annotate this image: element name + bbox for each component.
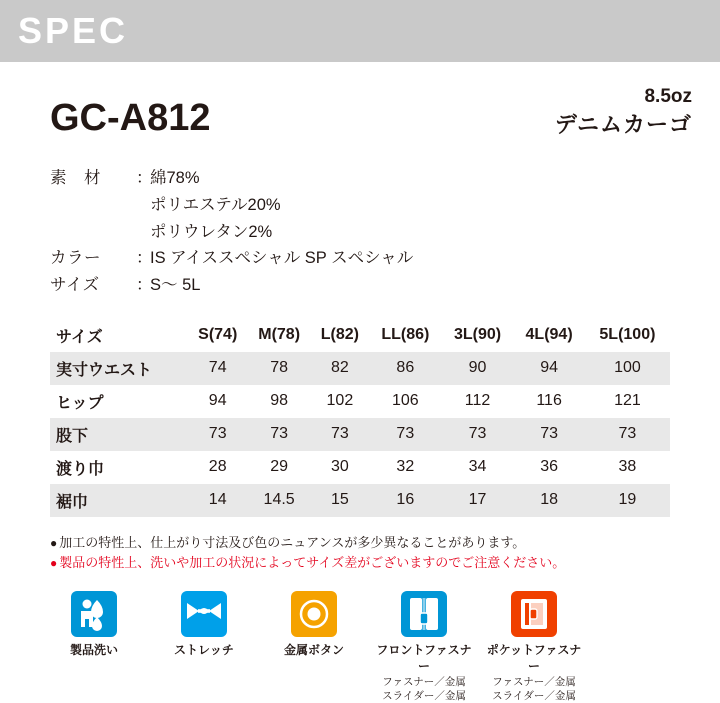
attribute-row-color bbox=[50, 245, 720, 272]
table-cell: 73 bbox=[208, 425, 227, 443]
pocket-fastener-icon bbox=[511, 591, 557, 637]
table-cell: 73 bbox=[330, 425, 349, 443]
attribute-colon-color: ： bbox=[136, 249, 153, 268]
table-cell: 100 bbox=[614, 359, 641, 377]
attribute-label-color: カラー bbox=[50, 249, 101, 268]
table-cell: 74 bbox=[208, 359, 227, 377]
feature-caption bbox=[486, 642, 582, 703]
table-header-cell: LL(86) bbox=[381, 326, 430, 344]
table-header-row bbox=[50, 319, 670, 352]
table-cell: 82 bbox=[330, 359, 349, 377]
note-size-variance-text: 製品の特性上、洗いや加工の状況によってサイズ差がございますのでご注意ください。 bbox=[59, 555, 566, 571]
table-header-cell: L(82) bbox=[320, 326, 359, 344]
table-cell: 29 bbox=[270, 458, 289, 476]
table-cell: 32 bbox=[396, 458, 415, 476]
table-header-cell: M(78) bbox=[258, 326, 301, 344]
table-header-cell: 3L(90) bbox=[453, 326, 502, 344]
feature-pocket-fastener bbox=[486, 591, 582, 703]
attribute-label-size: サイズ bbox=[50, 276, 100, 295]
table-cell: 121 bbox=[614, 392, 641, 410]
note-processing bbox=[50, 533, 720, 553]
attribute-row-material bbox=[50, 165, 720, 192]
table-cell: 102 bbox=[326, 392, 354, 410]
bullet-icon: ● bbox=[50, 535, 58, 550]
stretch-icon bbox=[181, 591, 227, 637]
spec-title: SPEC bbox=[18, 10, 129, 51]
attribute-list bbox=[0, 139, 720, 299]
feature-icon-row bbox=[46, 591, 720, 703]
table-cell: 19 bbox=[618, 491, 637, 509]
table-cell: 36 bbox=[540, 458, 558, 476]
table-cell: 94 bbox=[540, 359, 558, 377]
table-row bbox=[50, 385, 670, 418]
spec-header-bar bbox=[0, 0, 720, 62]
table-row bbox=[50, 352, 670, 385]
table-cell: 73 bbox=[468, 425, 487, 443]
attribute-colon-size: ： bbox=[136, 276, 153, 295]
table-header-cell: S(74) bbox=[198, 326, 238, 344]
table-cell: 18 bbox=[540, 491, 558, 509]
table-row bbox=[50, 451, 670, 484]
metal-button-icon bbox=[291, 591, 337, 637]
feature-product-wash bbox=[46, 591, 142, 703]
front-fastener-icon bbox=[401, 591, 447, 637]
table-cell: 30 bbox=[330, 458, 349, 476]
product-title-row bbox=[0, 62, 720, 139]
table-cell: 14 bbox=[208, 491, 227, 509]
feature-caption: 製品洗い bbox=[69, 643, 118, 658]
feature-caption bbox=[376, 642, 472, 703]
feature-caption-main: ポケットファスナー bbox=[486, 643, 582, 674]
feature-caption-sub2: スライダー／金属 bbox=[382, 689, 466, 702]
table-row bbox=[50, 484, 670, 517]
note-processing-text: 加工の特性上、仕上がり寸法及び色のニュアンスが多少異なることがあります。 bbox=[59, 534, 526, 550]
attribute-row-size bbox=[50, 272, 720, 299]
table-header-cell: 5L(100) bbox=[599, 326, 656, 344]
table-cell: 14.5 bbox=[263, 491, 295, 509]
table-cell: 94 bbox=[208, 392, 227, 410]
product-type-name: デニムカーゴ bbox=[554, 111, 692, 137]
table-cell: 28 bbox=[208, 458, 227, 476]
table-cell: 90 bbox=[468, 359, 487, 377]
feature-caption: 金属ボタン bbox=[283, 643, 344, 658]
table-cell: 73 bbox=[270, 425, 289, 443]
table-row bbox=[50, 418, 670, 451]
table-cell: 17 bbox=[468, 491, 487, 509]
feature-caption-sub1: ファスナー／金属 bbox=[382, 675, 466, 688]
feature-caption: ストレッチ bbox=[174, 643, 234, 658]
table-cell: 106 bbox=[391, 392, 419, 410]
fabric-weight: 8.5oz bbox=[644, 86, 692, 107]
table-row-label: 実寸ウエスト bbox=[56, 361, 153, 379]
table-cell: 73 bbox=[618, 425, 637, 443]
size-table bbox=[50, 319, 670, 517]
table-cell: 15 bbox=[330, 491, 349, 509]
note-size-variance bbox=[50, 553, 720, 573]
table-cell: 73 bbox=[540, 425, 558, 443]
feature-caption-sub1: ファスナー／金属 bbox=[492, 675, 576, 688]
notes-block bbox=[50, 533, 720, 573]
attribute-label-material: 素 材 bbox=[50, 169, 101, 188]
product-wash-icon bbox=[71, 591, 117, 637]
attribute-value-material-2: ポリエステル20% bbox=[150, 196, 281, 215]
table-cell: 86 bbox=[396, 359, 415, 377]
feature-caption-main: フロントファスナー bbox=[376, 643, 472, 674]
feature-front-fastener bbox=[376, 591, 472, 703]
table-cell: 73 bbox=[396, 425, 415, 443]
attribute-value-material: 綿78% bbox=[150, 169, 200, 188]
table-cell: 112 bbox=[464, 392, 491, 410]
table-row-label: 裾巾 bbox=[56, 493, 89, 511]
table-cell: 38 bbox=[618, 458, 637, 476]
attribute-value-size: S～ 5L bbox=[150, 276, 201, 295]
attribute-value-color: IS アイススペシャル SP スペシャル bbox=[150, 249, 414, 268]
table-row-label: 渡り巾 bbox=[56, 460, 105, 478]
table-cell: 98 bbox=[270, 392, 289, 410]
table-cell: 16 bbox=[396, 491, 415, 509]
table-header-cell: 4L(94) bbox=[525, 326, 573, 344]
table-header-cell: サイズ bbox=[56, 328, 103, 346]
bullet-icon: ● bbox=[50, 556, 58, 571]
table-row-label: 股下 bbox=[56, 427, 89, 445]
attribute-value-material-3: ポリウレタン2% bbox=[150, 222, 273, 241]
table-cell: 116 bbox=[536, 392, 562, 410]
feature-stretch bbox=[156, 591, 252, 703]
table-cell: 78 bbox=[270, 359, 289, 377]
table-cell: 34 bbox=[468, 458, 487, 476]
product-type-block bbox=[555, 84, 692, 139]
feature-caption-sub2: スライダー／金属 bbox=[492, 689, 576, 702]
model-number: GC-A812 bbox=[50, 96, 211, 139]
feature-metal-button bbox=[266, 591, 362, 703]
table-row-label: ヒップ bbox=[56, 394, 104, 412]
attribute-colon-material: ： bbox=[136, 169, 153, 188]
